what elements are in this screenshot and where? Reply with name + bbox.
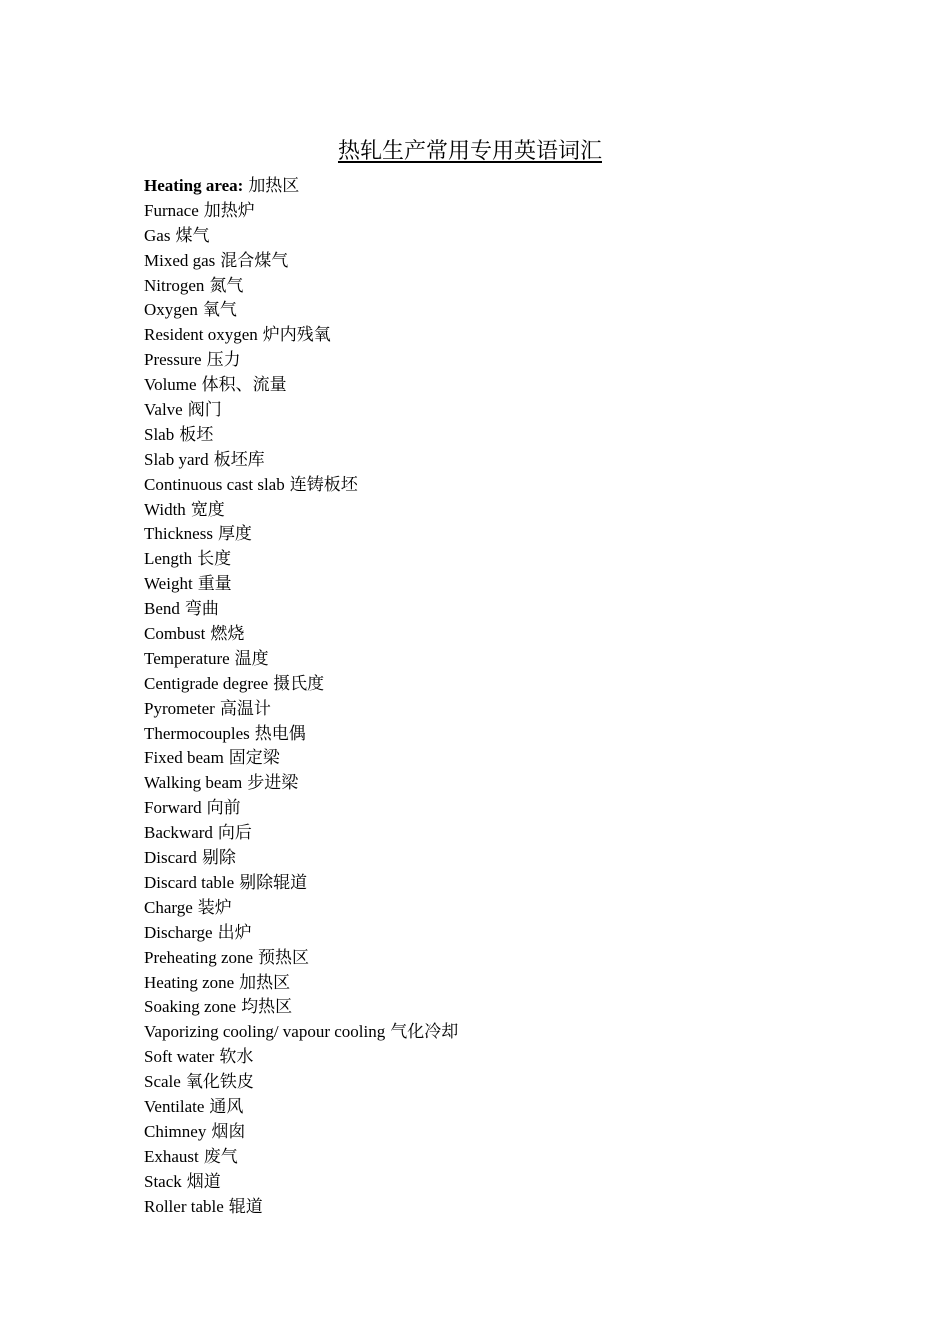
vocab-term-en: Scale xyxy=(144,1072,181,1092)
vocab-entry xyxy=(144,846,844,871)
vocab-term-en: Discharge xyxy=(144,922,213,942)
vocab-term-zh: 出炉 xyxy=(217,922,252,942)
vocab-term-en: Vaporizing cooling/ vapour cooling xyxy=(144,1022,386,1042)
vocab-term-zh: 重量 xyxy=(197,574,232,594)
vocab-term-en: Temperature xyxy=(144,648,230,668)
vocab-entry xyxy=(144,1045,844,1070)
vocab-entry xyxy=(144,522,844,547)
vocab-entry xyxy=(144,1020,844,1045)
vocab-term-en: Exhaust xyxy=(144,1146,199,1166)
vocab-term-zh: 气化冷却 xyxy=(390,1022,459,1042)
vocab-term-zh: 弯曲 xyxy=(184,599,219,619)
vocab-term-en: Pressure xyxy=(144,350,202,370)
vocab-entry xyxy=(144,323,844,348)
vocab-term-zh: 煤气 xyxy=(175,225,210,245)
vocab-term-en: Nitrogen xyxy=(144,275,205,295)
vocab-term-zh: 软水 xyxy=(219,1047,254,1067)
vocab-term-zh: 板坯 xyxy=(179,424,214,444)
vocab-term-en: Heating zone xyxy=(144,972,235,992)
vocab-entry xyxy=(144,821,844,846)
vocab-term-zh: 板坯库 xyxy=(213,449,265,469)
vocab-term-zh: 步进梁 xyxy=(247,773,299,793)
vocab-term-en: Gas xyxy=(144,225,171,245)
document-title xyxy=(0,136,950,166)
vocab-term-en: Roller table xyxy=(144,1196,224,1216)
section-heading xyxy=(144,174,844,199)
vocab-entry xyxy=(144,971,844,996)
vocab-term-zh: 体积、流量 xyxy=(201,375,287,395)
vocab-term-en: Pyrometer xyxy=(144,698,215,718)
vocab-entry xyxy=(144,274,844,299)
vocab-entry xyxy=(144,572,844,597)
vocab-entry xyxy=(144,1070,844,1095)
vocab-entry xyxy=(144,796,844,821)
vocab-term-zh: 加热区 xyxy=(239,972,291,992)
vocab-term-zh: 辊道 xyxy=(228,1196,263,1216)
vocab-term-zh: 废气 xyxy=(203,1146,238,1166)
vocab-term-zh: 氧气 xyxy=(202,300,237,320)
vocab-term-zh: 炉内残氧 xyxy=(262,325,331,345)
vocab-term-en: Weight xyxy=(144,574,193,594)
vocab-term-en: Preheating zone xyxy=(144,947,254,967)
vocab-entry xyxy=(144,423,844,448)
vocab-term-zh: 剔除辊道 xyxy=(239,872,308,892)
vocab-entry xyxy=(144,1120,844,1145)
vocab-term-zh: 连铸板坯 xyxy=(289,474,358,494)
vocab-entry xyxy=(144,946,844,971)
vocab-entry xyxy=(144,373,844,398)
vocab-term-zh: 烟囱 xyxy=(211,1121,246,1141)
vocab-term-zh: 长度 xyxy=(197,549,232,569)
vocab-entry xyxy=(144,199,844,224)
vocab-term-en: Mixed gas xyxy=(144,250,216,270)
vocab-term-en: Forward xyxy=(144,798,202,818)
vocab-term-zh: 厚度 xyxy=(217,524,252,544)
vocab-term-zh: 压力 xyxy=(206,350,241,370)
vocab-term-en: Slab xyxy=(144,424,175,444)
vocab-term-zh: 固定梁 xyxy=(228,748,280,768)
vocab-term-zh: 宽度 xyxy=(190,499,225,519)
vocab-term-zh: 氧化铁皮 xyxy=(185,1072,254,1092)
vocab-term-en: Volume xyxy=(144,375,197,395)
vocab-term-zh: 阀门 xyxy=(187,400,222,420)
vocab-term-zh: 燃烧 xyxy=(210,624,245,644)
vocab-term-en: Furnace xyxy=(144,200,199,220)
vocab-term-zh: 装炉 xyxy=(197,897,232,917)
vocab-term-en: Slab yard xyxy=(144,449,209,469)
vocab-term-en: Thermocouples xyxy=(144,723,250,743)
vocab-term-en: Valve xyxy=(144,400,183,420)
vocab-term-en: Discard xyxy=(144,848,197,868)
vocab-term-en: Chimney xyxy=(144,1121,207,1141)
vocab-term-zh: 热电偶 xyxy=(254,723,306,743)
document-title-text: 热轧生产常用专用英语词汇 xyxy=(337,138,602,163)
vocab-entry xyxy=(144,697,844,722)
vocab-entry xyxy=(144,348,844,373)
vocab-term-zh: 通风 xyxy=(209,1096,244,1116)
vocab-term-en: Centigrade degree xyxy=(144,673,269,693)
vocab-term-zh: 加热炉 xyxy=(203,200,255,220)
vocab-term-en: Thickness xyxy=(144,524,213,544)
vocab-term-zh: 向前 xyxy=(206,798,241,818)
vocab-term-en: Fixed beam xyxy=(144,748,224,768)
vocab-entry xyxy=(144,1195,844,1220)
vocab-entry xyxy=(144,771,844,796)
vocab-entry xyxy=(144,448,844,473)
vocab-entry xyxy=(144,921,844,946)
vocab-term-zh: 均热区 xyxy=(241,997,293,1017)
vocab-entry xyxy=(144,298,844,323)
vocab-term-zh: 预热区 xyxy=(258,947,310,967)
vocab-term-zh: 温度 xyxy=(234,648,269,668)
vocab-term-en: Width xyxy=(144,499,186,519)
vocab-term-en: Soaking zone xyxy=(144,997,237,1017)
vocab-entry xyxy=(144,647,844,672)
vocab-entry xyxy=(144,1145,844,1170)
vocab-term-en: Continuous cast slab xyxy=(144,474,285,494)
vocab-term-en: Oxygen xyxy=(144,300,198,320)
vocab-entry xyxy=(144,547,844,572)
vocab-entry xyxy=(144,871,844,896)
vocab-entry xyxy=(144,995,844,1020)
vocab-entry xyxy=(144,622,844,647)
vocab-term-en: Backward xyxy=(144,823,213,843)
section-heading-zh: 加热区 xyxy=(248,176,300,195)
vocab-term-en: Resident oxygen xyxy=(144,325,258,345)
vocab-entry xyxy=(144,672,844,697)
vocab-term-zh: 高温计 xyxy=(219,698,271,718)
vocab-term-zh: 氮气 xyxy=(209,275,244,295)
vocab-term-en: Discard table xyxy=(144,872,235,892)
vocab-term-zh: 剔除 xyxy=(201,848,236,868)
vocab-term-zh: 摄氏度 xyxy=(273,673,325,693)
section-heading-en: Heating area: xyxy=(144,176,244,195)
vocab-entry xyxy=(144,597,844,622)
vocab-entry xyxy=(144,249,844,274)
vocab-entry xyxy=(144,896,844,921)
vocab-entry xyxy=(144,722,844,747)
vocab-term-en: Soft water xyxy=(144,1047,215,1067)
vocab-term-en: Charge xyxy=(144,897,193,917)
vocab-entry xyxy=(144,746,844,771)
vocab-term-en: Bend xyxy=(144,599,180,619)
vocab-term-zh: 混合煤气 xyxy=(220,250,289,270)
vocab-entry xyxy=(144,1095,844,1120)
vocab-term-en: Length xyxy=(144,549,193,569)
vocab-term-zh: 烟道 xyxy=(186,1171,221,1191)
vocab-term-en: Walking beam xyxy=(144,773,243,793)
vocab-term-zh: 向后 xyxy=(217,823,252,843)
vocab-term-en: Stack xyxy=(144,1171,182,1191)
vocab-entry xyxy=(144,224,844,249)
vocab-entry xyxy=(144,1170,844,1195)
vocabulary-list xyxy=(144,174,844,1219)
vocab-entry xyxy=(144,498,844,523)
vocab-term-en: Combust xyxy=(144,624,206,644)
vocab-entry xyxy=(144,473,844,498)
vocab-entry xyxy=(144,398,844,423)
vocab-term-en: Ventilate xyxy=(144,1096,205,1116)
